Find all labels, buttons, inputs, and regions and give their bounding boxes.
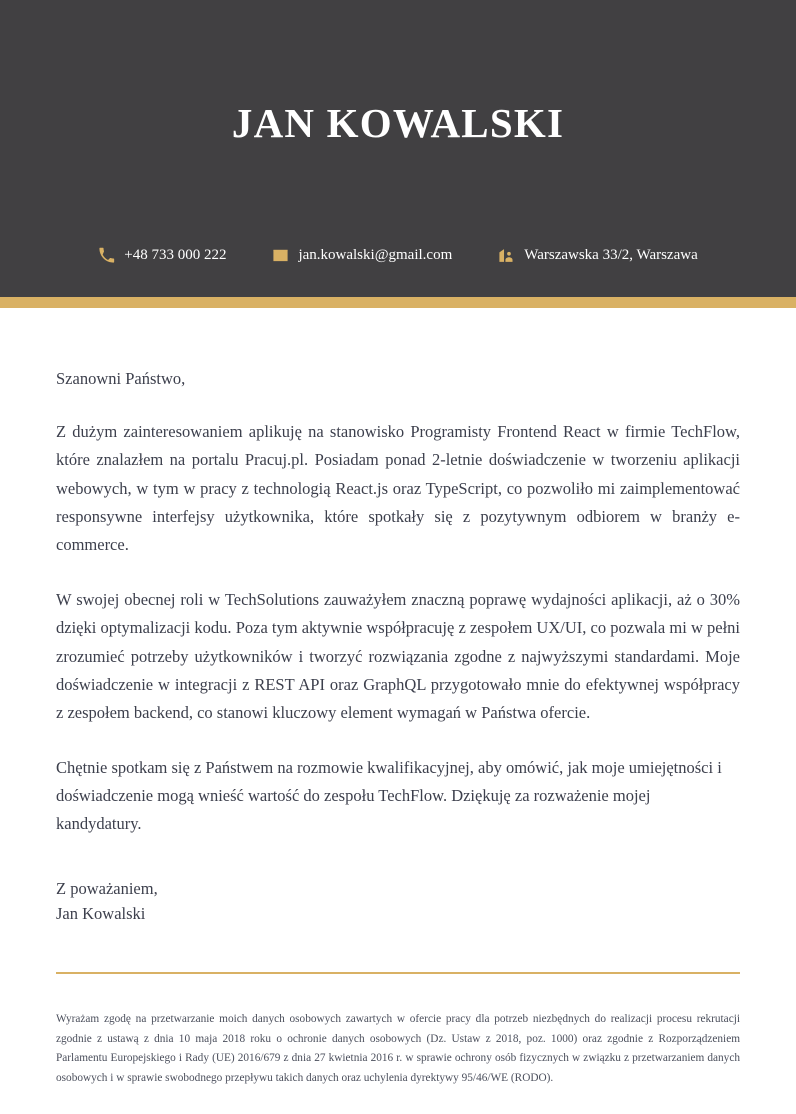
letter-content: [56, 308, 740, 927]
document-footer: [56, 972, 740, 1088]
phone-icon: [98, 247, 115, 264]
contact-item-address[interactable]: [498, 247, 698, 264]
letter-paragraph-3: Chętnie spotkam się z Państwem na rozmowie kwalifikacyjnej, aby omówić, jak moje umiejętności i doświadczenie mogą wnieść wartość do zespołu TechFlow. Dziękuję za rozważenie mojej kandydatury.: [56, 757, 722, 834]
contact-bar: [0, 247, 796, 264]
letter-paragraph-1: Z dużym zainteresowaniem aplikuję na stanowisko Programisty Frontend React w firmie TechFlow, które znalazłem na portalu Pracuj.pl. Posiadam ponad 2-letnie doświadczenie w tworzeniu aplikacji webowych, w tym w pracy z technologią React.js oraz TypeScript, co pozwoliło mi zaimplementować responsywne interfejsy użytkownika, które spotkały się z pozytywnym odbiorem w branży e-commerce.: [56, 421, 740, 555]
contact-address-label: Warszawska 33/2, Warszawa: [524, 247, 698, 263]
letter-paragraph-2: W swojej obecnej roli w TechSolutions zauważyłem znaczną poprawę wydajności aplikacji, aż o 30% dzięki optymalizacji kodu. Poza tym aktywnie współpracuję z zespołem UX/UI, co pozwala mi w pełni zrozumieć potrzeby użytkowników i tworzyć rozwiązania zgodne z najwyższymi standardami. Moje doświadczenie w integracji z REST API oraz GraphQL przygotowało mnie do efektywnej współpracy z zespołem backend, co stanowi kluczowy element wymagań w Państwa ofercie.: [56, 589, 740, 723]
contact-email-label: jan.kowalski@gmail.com: [298, 247, 453, 263]
contact-item-email[interactable]: [272, 247, 452, 264]
address-icon: [498, 247, 515, 264]
signature-name: Jan Kowalski: [56, 904, 146, 924]
document-header: [0, 0, 796, 297]
closing-line: Z poważaniem,: [56, 878, 158, 898]
gdpr-consent-text: Wyrażam zgodę na przetwarzanie moich danych osobowych zawartych w ofercie pracy dla potrzeb niezbędnych do realizacji procesu rekrutacji zgodnie z ustawą z dnia 10 maja 2018 roku o ochronie danych osobowych (Dz. Ustaw z 2018, poz. 1000) oraz zgodnie z Rozporządzeniem Parlamentu Europejskiego i Rady (UE) 2016/679 z dnia 27 kwietnia 2016 r. w sprawie ochrony osób fizycznych w związku z przetwarzaniem danych osobowych i w sprawie swobodnego przepływu takich danych oraz uchylenia dyrektywy 95/46/WE (RODO).: [56, 1013, 740, 1084]
signature-block: [56, 876, 740, 927]
contact-item-phone[interactable]: [98, 247, 226, 264]
contact-phone-label: +48 733 000 222: [124, 247, 227, 263]
footer-accent-divider: [56, 972, 740, 974]
salutation: Szanowni Państwo,: [56, 369, 186, 388]
envelope-icon: [272, 247, 289, 264]
header-accent-divider: [0, 297, 796, 308]
page-title: JAN KOWALSKI: [231, 100, 565, 146]
letter-body: [0, 308, 796, 1114]
